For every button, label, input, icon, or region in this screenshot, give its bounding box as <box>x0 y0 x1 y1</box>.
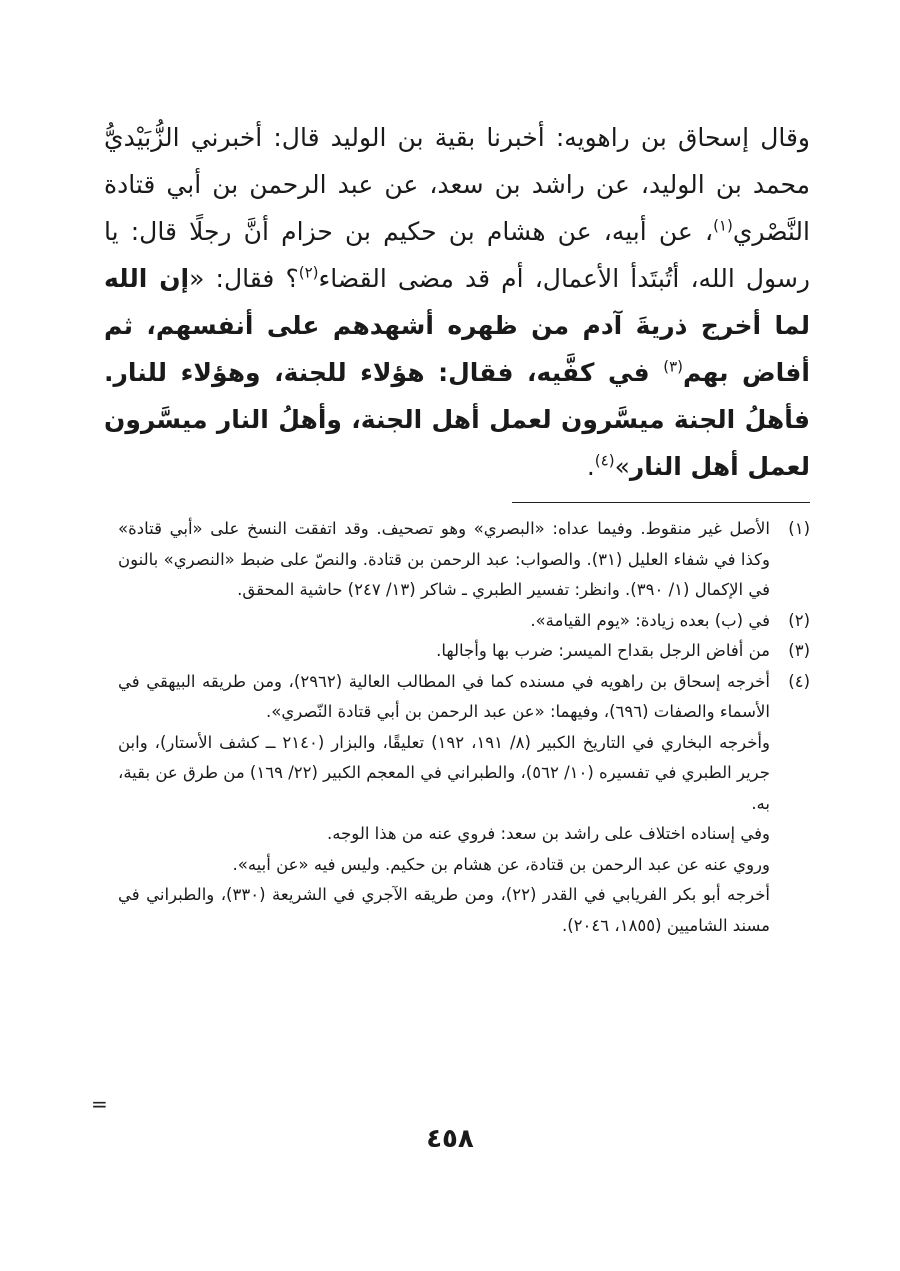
footnote-text: أخرجه أبو بكر الفريابي في القدر (٢٢)، ومن طريقه الآجري في الشريعة (٣٣٠)، والطبراني في مسند الشاميين (١٨٥٥، ٢٠٤٦). <box>118 885 770 935</box>
hadith-text: إن الله لما أخرج ذريةَ آدم من ظهره أشهدهم على أنفسهم، ثم أفاض بهم <box>104 264 810 387</box>
footnote-text: وأخرجه البخاري في التاريخ الكبير (٨/ ١٩١، ١٩٢) تعليقًا، والبزار (٢١٤٠ ــ كشف الأستار)، وابن جرير الطبري في تفسيره (١٠/ ٥٦٢)، والطبراني في المعجم الكبير (٢٢/ ١٦٩) من طرق عن بقية، به. <box>118 732 770 813</box>
footnote-2 <box>118 606 810 637</box>
hadith-text: في كفَّيه، فقال: هؤلاء للجنة، وهؤلاء للنار. فأهلُ الجنة ميسَّرون لعمل أهل الجنة، وأهلُ النار ميسَّرون لعمل أهل النار <box>104 358 810 481</box>
main-paragraph <box>104 114 810 490</box>
text-segment: . <box>586 452 595 481</box>
footnote-text: وفي إسناده اختلاف على راشد بن سعد: فروي عنه من هذا الوجه. <box>327 824 770 843</box>
footnote-text: وروي عنه عن عبد الرحمن بن قتادة، عن هشام بن حكيم. وليس فيه «عن أبيه». <box>232 854 770 874</box>
footnote-number: (١) <box>788 519 810 538</box>
footnote-1 <box>118 514 810 606</box>
footnote-ref-3: (٣) <box>663 357 683 376</box>
footnote-number: (٢) <box>788 610 810 630</box>
text-segment: وقال إسحاق بن راهويه: أخبرنا بقية بن الوليد قال: أخبرني الزُّبَيْديُّ محمد بن الوليد، عن راشد بن سعد، عن عبد الرحمن بن أبي قتادة النَّصْري <box>104 123 810 246</box>
footnote-ref-1: (١) <box>713 216 733 235</box>
footnote-4 <box>118 667 810 942</box>
footnote-3 <box>118 636 810 667</box>
footnote-text: أخرجه إسحاق بن راهويه في مسنده كما في المطالب العالية (٢٩٦٢)، ومن طريقه البيهقي في الأسماء والصفات (٦٩٦)، وفيهما: «عن عبد الرحمن بن أبي قتادة النّصري». <box>118 671 770 721</box>
text-segment: ؟ فقال: « <box>189 264 299 293</box>
main-text <box>104 114 810 490</box>
text-segment: ، عن أبيه، عن هشام بن حكيم بن حزام أنَّ رجلًا قال: يا رسول الله، أتُبتَدأ الأعمال، أم قد مضى القضاء <box>104 217 810 293</box>
footnote-ref-4: (٤) <box>594 451 615 470</box>
footnote-number: (٣) <box>788 641 810 660</box>
continuation-marker: = <box>91 1092 108 1116</box>
text-segment: » <box>614 452 630 481</box>
page-number: ٤٥٨ <box>426 1124 474 1154</box>
footnote-text: الأصل غير منقوط. وفيما عداه: «البصري» وهو تصحيف. وقد اتفقت النسخ على «أبي قتادة» وكذا في شفاء العليل (٣١). والصواب: عبد الرحمن بن قتادة. والنصّ على ضبط «النصري» بالنون في الإكمال (١/ ٣٩٠). وانظر: تفسير الطبري ـ شاكر (١٣/ ٢٤٧) حاشية المحقق. <box>118 519 770 599</box>
footnote-number: (٤) <box>788 671 810 691</box>
footnote-text: من أفاض الرجل بقداح الميسر: ضرب بها وأجالها. <box>436 641 770 660</box>
footnote-separator <box>512 502 810 503</box>
footnote-text: في (ب) بعده زيادة: «يوم القيامة». <box>530 610 770 630</box>
footnotes <box>118 514 810 941</box>
footnote-ref-2: (٢) <box>298 263 319 282</box>
